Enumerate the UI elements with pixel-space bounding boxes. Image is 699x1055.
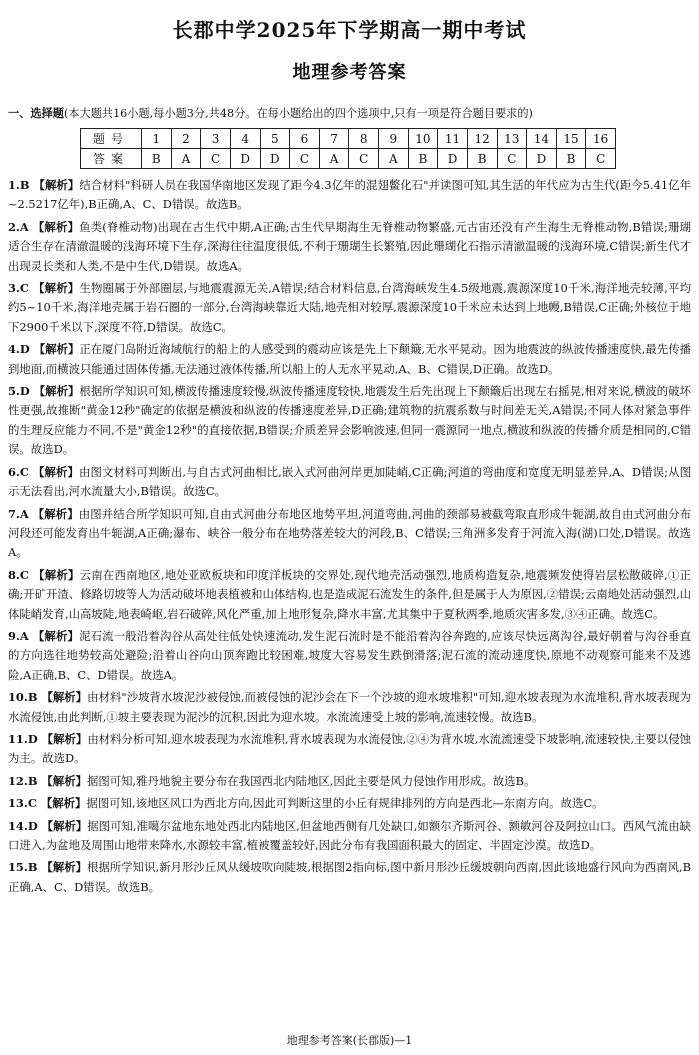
explanation-text: 由材料"沙坡背水坡泥沙被侵蚀,而被侵蚀的泥沙会在下一个沙坡的迎水坡堆积"可知,迎水坡表现为水流堆积,背水坡表现为水流侵蚀,由此判断,①坡主要表现为泥沙的沉积,因此为迎水坡。水流流速受上坡的影响,流速较慢。故选B。 (8, 690, 691, 724)
explanation-text: 正在厦门岛附近海域航行的船上的人感受到的震动应该是先上下颠簸,无水平晃动。因为地震波的纵波传播速度快,最先传播到地面,而横波只能通过固体传播,无法通过液体传播,所以船上的人无水平晃动,A、B、C错误,D正确。故选D。 (8, 342, 691, 376)
answer-cell: B (467, 149, 497, 169)
answer-cell: D (260, 149, 290, 169)
explanation-item (8, 817, 691, 856)
answer-cell: C (201, 149, 231, 169)
explanation-item (8, 176, 691, 215)
answer-cell: C (586, 149, 616, 169)
answer-cell: A (319, 149, 349, 169)
explanation-head: 1.B 【解析】 (8, 178, 80, 192)
question-number: 6 (290, 129, 320, 149)
answer-cell: C (349, 149, 379, 169)
explanation-text: 云南在西南地区,地处亚欧板块和印度洋板块的交界处,现代地壳活动强烈,地质构造复杂,地震频发使得岩层松散破碎,①正确;开矿开渣、修路切坡等人为活动破坏地表植被和山体结构,也是造成泥石流发生的条件,但是属于人为原因,②错误;云南地处活动强烈,山体陡峭发育,山高坡陡,地表崎岖,岩石破碎,风化严重,加上地形复杂,降水丰富,尤其集中于夏秋两季,地质灾害多发,③④正确。故选C。 (8, 567, 691, 621)
row-label-number: 题号 (81, 129, 142, 149)
explanation-head: 9.A 【解析】 (8, 628, 80, 643)
question-number: 3 (201, 129, 231, 149)
explanation-head: 12.B 【解析】 (8, 773, 87, 788)
question-number: 15 (556, 129, 586, 149)
answer-cell: D (527, 149, 557, 169)
explanation-item (8, 794, 691, 813)
answer-cell: A (171, 149, 201, 169)
explanation-item (8, 730, 691, 769)
section-heading-label: 一、选择题 (8, 106, 64, 120)
explanation-item (8, 340, 691, 379)
explanation-text: 鱼类(脊椎动物)出现在古生代中期,A正确;古生代早期海生无脊椎动物繁盛,元古宙还没有产生海生无脊椎动物,B错误;珊瑚适合生存在清澈温暖的浅海环境下生存,深海往往温度很低,不利于珊瑚生长繁殖,因此珊瑚化石指示清澈温暖的浅海环境,C错误;新生代才出现灵长类和人类,不是中生代,D错误。故选A。 (8, 219, 691, 273)
exam-title: 长郡中学2025年下学期高一期中考试 (172, 18, 527, 42)
explanation-text: 由图文材料可判断出,与自古式河曲相比,嵌入式河曲河岸更加陡峭,C正确;河道的弯曲度和宽度无明显差异,A、D错误;从图示无法看出,河水流量大小,B错误。故选C。 (8, 464, 691, 499)
answer-cell: C (290, 149, 320, 169)
answer-table-answer-row (81, 149, 616, 169)
question-number: 5 (260, 129, 290, 149)
explanation-item (8, 218, 691, 276)
section-heading (8, 106, 693, 121)
page-footer: 地理参考答案(长郡版)—1 (286, 1034, 413, 1047)
explanation-head: 7.A 【解析】 (8, 506, 79, 521)
explanation-text: 据图可知,该地区风口为西北方向,因此可判断这里的小丘有规律排列的方向是西北—东南方向。故选C。 (86, 796, 604, 811)
question-number: 7 (319, 129, 349, 149)
answer-cell: D (230, 149, 260, 169)
question-number: 2 (171, 129, 201, 149)
answer-subtitle: 地理参考答案 (292, 62, 407, 83)
explanation-item (8, 505, 691, 563)
explanation-text: 根据所学知识可知,横波传播速度较慢,纵波传播速度较快,地震发生后先出现上下颠簸后出现左右摇晃,相对来说,横波的破坏性更强,故推断"黄金12秒"确定的依据是横波和纵波的传播速度差异,D正确;建筑物的抗震系数与时间差无关,A错误;不同人体对紧急事件的生理反应能力不同,不是"黄金12秒"的直接依据,B错误;介质差异会影响波速,但同一震源同一地点,横波和纵波的传播介质是相同的,C错误。故选D。 (8, 384, 691, 457)
explanation-item (8, 382, 691, 460)
explanation-head: 2.A 【解析】 (8, 219, 80, 234)
explanation-head: 4.D 【解析】 (8, 342, 80, 357)
answer-cell: B (142, 149, 172, 169)
answer-cell: C (497, 149, 527, 169)
explanation-item (8, 463, 691, 502)
explanation-item (8, 627, 691, 685)
answer-table (80, 128, 616, 169)
explanation-text: 根据所学知识,新月形沙丘风从缓坡吹向陡坡,根据图2指向标,图中新月形沙丘缓坡朝向西南,因此该地盛行风向为西南风,B正确,A、C、D错误。故选B。 (8, 860, 691, 894)
explanation-list (8, 176, 691, 900)
answer-cell: B (556, 149, 586, 169)
question-number: 14 (527, 129, 557, 149)
explanation-text: 生物圈属于外部圈层,与地震震源无关,A错误;结合材料信息,台湾海峡发生4.5级地震,震源深度10千米,海洋地壳较薄,平均约5~10千米,海洋地壳属于岩石圈的一部分,台湾海峡靠近大陆,地壳相对较厚,震源深度10千米应未达到上地幔,B错误,C正确;外核位于地下2900千米以下,深度不符,D错误。故选C。 (8, 281, 691, 334)
section-description: (本大题共16小题,每小题3分,共48分。在每小题给出的四个选项中,只有一项是符合题目要求的) (63, 107, 533, 120)
explanation-text: 据图可知,准噶尔盆地东地处西北内陆地区,但盆地西侧有几处缺口,如额尔齐斯河谷、额敏河谷及阿拉山口。西风气流由缺口进入,为盆地及周围山地带来降水,水源较丰富,植被覆盖较好,因此分布有我国面积最大的固定、半固定沙漠。故选D。 (8, 818, 691, 852)
explanation-head: 15.B 【解析】 (8, 860, 88, 875)
question-number: 1 (142, 129, 172, 149)
explanation-item (8, 858, 691, 897)
explanation-head: 5.D 【解析】 (8, 384, 80, 399)
explanation-head: 3.C 【解析】 (8, 281, 80, 296)
explanation-head: 10.B 【解析】 (8, 690, 88, 705)
question-number: 8 (349, 129, 379, 149)
explanation-item (8, 279, 691, 337)
explanation-head: 13.C 【解析】 (8, 796, 87, 811)
question-number: 16 (586, 129, 616, 149)
explanation-text: 结合材料"科研人员在我国华南地区发现了距今4.3亿年的混翅鳖化石"并读图可知,其生活的年代应为古生代(距今5.41亿年~2.5217亿年),B正确,A、C、D错误。故选B。 (8, 178, 691, 212)
explanation-item (8, 772, 691, 791)
row-label-answer: 答案 (81, 149, 142, 169)
explanation-text: 由材料分析可知,迎水坡表现为水流堆积,背水坡表现为水流侵蚀,②④为背水坡,水流流速受下坡影响,流速较快,主要以侵蚀为主。故选D。 (8, 731, 691, 766)
explanation-head: 8.C 【解析】 (8, 567, 80, 582)
question-number: 10 (408, 129, 438, 149)
answer-cell: D (438, 149, 468, 169)
explanation-text: 由图并结合所学知识可知,自由式河曲分布地区地势平坦,河道弯曲,河曲的颈部易被截弯取直形成牛轭湖,故自由式河曲分布河段还可能发育出牛轭湖,A正确;瀑布、峡谷一般分布在地势落差较大的河段,B、C错误;三角洲多发育于河流入海(湖)口处,D错误。故选A。 (8, 506, 691, 560)
explanation-item (8, 566, 691, 624)
answer-table-number-row (81, 129, 616, 149)
question-number: 13 (497, 129, 527, 149)
explanation-text: 据图可知,雅丹地貌主要分布在我国西北内陆地区,因此主要是风力侵蚀作用形成。故选B。 (86, 773, 536, 788)
question-number: 9 (379, 129, 409, 149)
explanation-text: 泥石流一般沿着沟谷从高处往低处快速流动,发生泥石流时是不能沿着沟谷奔跑的,应该尽快远离沟谷,最好朝着与沟谷垂直的方向选往地势较高处避险;沿着山谷向山顶奔跑比较困难,坡度大容易发生跌倒滑落;泥石流的流动速度快,原地不动观察可能来不及逃险,A正确,B、C、D错误。故选A。 (8, 628, 691, 682)
question-number: 12 (467, 129, 497, 149)
explanation-head: 6.C 【解析】 (8, 464, 79, 479)
answer-cell: B (408, 149, 438, 169)
explanation-item (8, 688, 691, 727)
answer-cell: A (379, 149, 409, 169)
explanation-head: 11.D 【解析】 (8, 731, 88, 746)
question-number: 4 (230, 129, 260, 149)
question-number: 11 (438, 129, 468, 149)
explanation-head: 14.D 【解析】 (8, 818, 88, 833)
